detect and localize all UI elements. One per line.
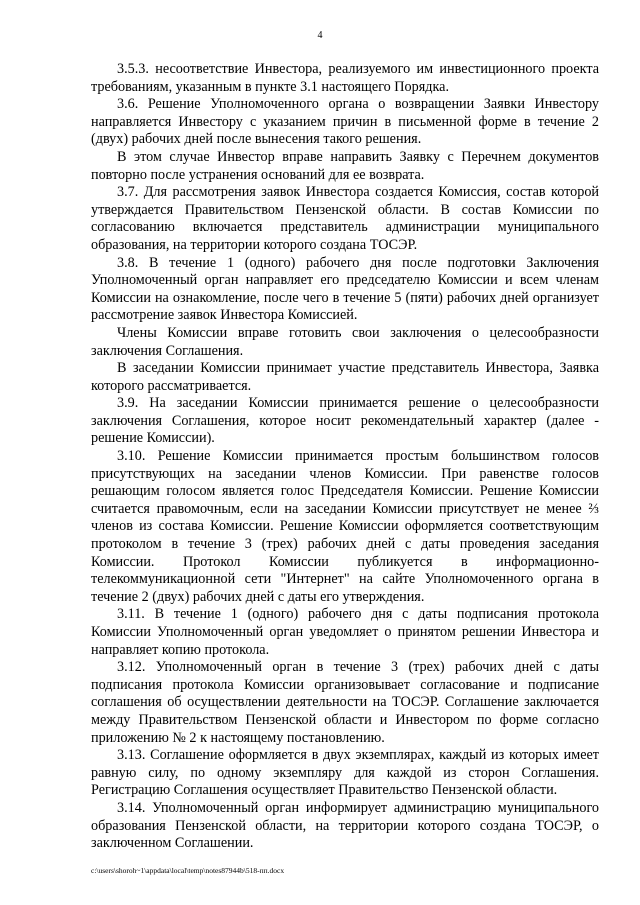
paragraph-3-8-cont-2 <box>91 360 599 395</box>
paragraph-text: Решение Комиссии принимается простым большинством голосов присутствующих на заседании членов Комиссии. При равенстве голосов решающим голосом является голос Председателя Комиссии. Решение Комиссии считается правомочным, если на заседании Комиссии присутствует не менее ⅔ членов из состава Комиссии. Решение Комиссии оформляется соответствующим протоколом в течение 3 (трех) рабочих дней с даты проведения заседания Комиссии. Протокол Комиссии публикуется в информационно-телекоммуникационной сети "Интернет" на сайте Уполномоченного органа в течение 2 (двух) рабочих дней с даты его утверждения. <box>91 448 599 605</box>
paragraph-3-6 <box>91 96 599 149</box>
paragraph-number: 3.8. <box>117 254 139 271</box>
paragraph-text: Для рассмотрения заявок Инвестора создается Комиссия, состав которой утверждается Правительством Пензенской области. В состав Комиссии по согласованию включается представитель администрации муниципального образования, на территории которого создана ТОСЭР. <box>91 184 600 253</box>
paragraph-number: 3.13. <box>117 747 146 764</box>
paragraph-number: 3.12. <box>117 659 146 676</box>
paragraph-text: Решение Уполномоченного органа о возвращении Заявки Инвестору направляется Инвестору с указанием причин в письменной форме в течение 2 (двух) рабочих дней после вынесения такого решения. <box>91 96 599 148</box>
paragraph-text: На заседании Комиссии принимается решение о целесообразности заключения Соглашения, которое носит рекомендательный характер (далее - решение Комиссии). <box>91 395 600 447</box>
paragraph-text: В этом случае Инвестор вправе направить Заявку с Перечнем документов повторно после устранения оснований для ее возврата. <box>91 148 599 183</box>
paragraph-number: 3.5.3. <box>117 61 149 77</box>
page-number: 4 <box>317 30 323 41</box>
paragraph-number: 3.14. <box>117 799 146 816</box>
paragraph-3-12 <box>91 659 599 747</box>
paragraph-3-11 <box>91 606 599 659</box>
paragraph-text: В течение 1 (одного) рабочего дня с даты подписания протокола Комиссии Уполномоченный орган уведомляет о принятом решении Инвестора и направляет копию протокола. <box>91 606 599 658</box>
paragraph-3-7 <box>91 184 599 254</box>
paragraph-text: Уполномоченный орган в течение 3 (трех) рабочих дней с даты подписания протокола Комиссии организовывает согласование и подписание соглашения об осуществлении деятельности на ТОСЭР. Соглашение заключается между Правительством Пензенской области и Инвестором по форме согласно приложению № 2 к настоящему постановлению. <box>91 659 600 746</box>
paragraph-3-14 <box>91 800 599 853</box>
paragraph-text: Соглашение оформляется в двух экземплярах, каждый из которых имеет равную силу, по одному экземпляру для каждой из сторон Соглашения. Регистрацию Соглашения осуществляет Правительство Пензенской области. <box>91 747 599 799</box>
paragraph-number: 3.7. <box>117 184 139 201</box>
paragraph-text: Уполномоченный орган информирует администрацию муниципального образования Пензенской области, на территории которого создана ТОСЭР, о заключенном Соглашении. <box>91 799 600 852</box>
document-body <box>91 61 599 853</box>
paragraph-text: несоответствие Инвестора, реализуемого им инвестиционного проекта требованиям, указанным в пункте 3.1 настоящего Порядка. <box>91 61 599 95</box>
paragraph-number: 3.6. <box>117 96 139 113</box>
paragraph-number: 3.11. <box>117 606 145 623</box>
paragraph-3-13 <box>91 747 599 800</box>
paragraph-number: 3.10. <box>117 448 146 465</box>
paragraph-3-10 <box>91 448 599 606</box>
paragraph-3-8-cont-1 <box>91 325 599 360</box>
paragraph-3-8 <box>91 255 599 325</box>
paragraph-text: В течение 1 (одного) рабочего дня после подготовки Заключения Уполномоченный орган направляет его председателю Комиссии и всем членам Комиссии на ознакомление, после чего в течение 5 (пяти) рабочих дней организует рассмотрение заявок Инвестора Комиссией. <box>91 254 600 324</box>
paragraph-number: 3.9. <box>117 395 139 412</box>
paragraph-3-5-3 <box>91 61 599 96</box>
paragraph-text: Члены Комиссии вправе готовить свои заключения о целесообразности заключения Соглашения. <box>91 324 599 359</box>
paragraph-3-9 <box>91 395 599 448</box>
paragraph-3-6-cont <box>91 149 599 184</box>
footer-file-path: c:\users\shoroh~1\appdata\local\temp\notes87944b\518-пп.docx <box>91 866 285 875</box>
paragraph-text: В заседании Комиссии принимает участие представитель Инвестора, Заявка которого рассматривается. <box>91 360 599 394</box>
